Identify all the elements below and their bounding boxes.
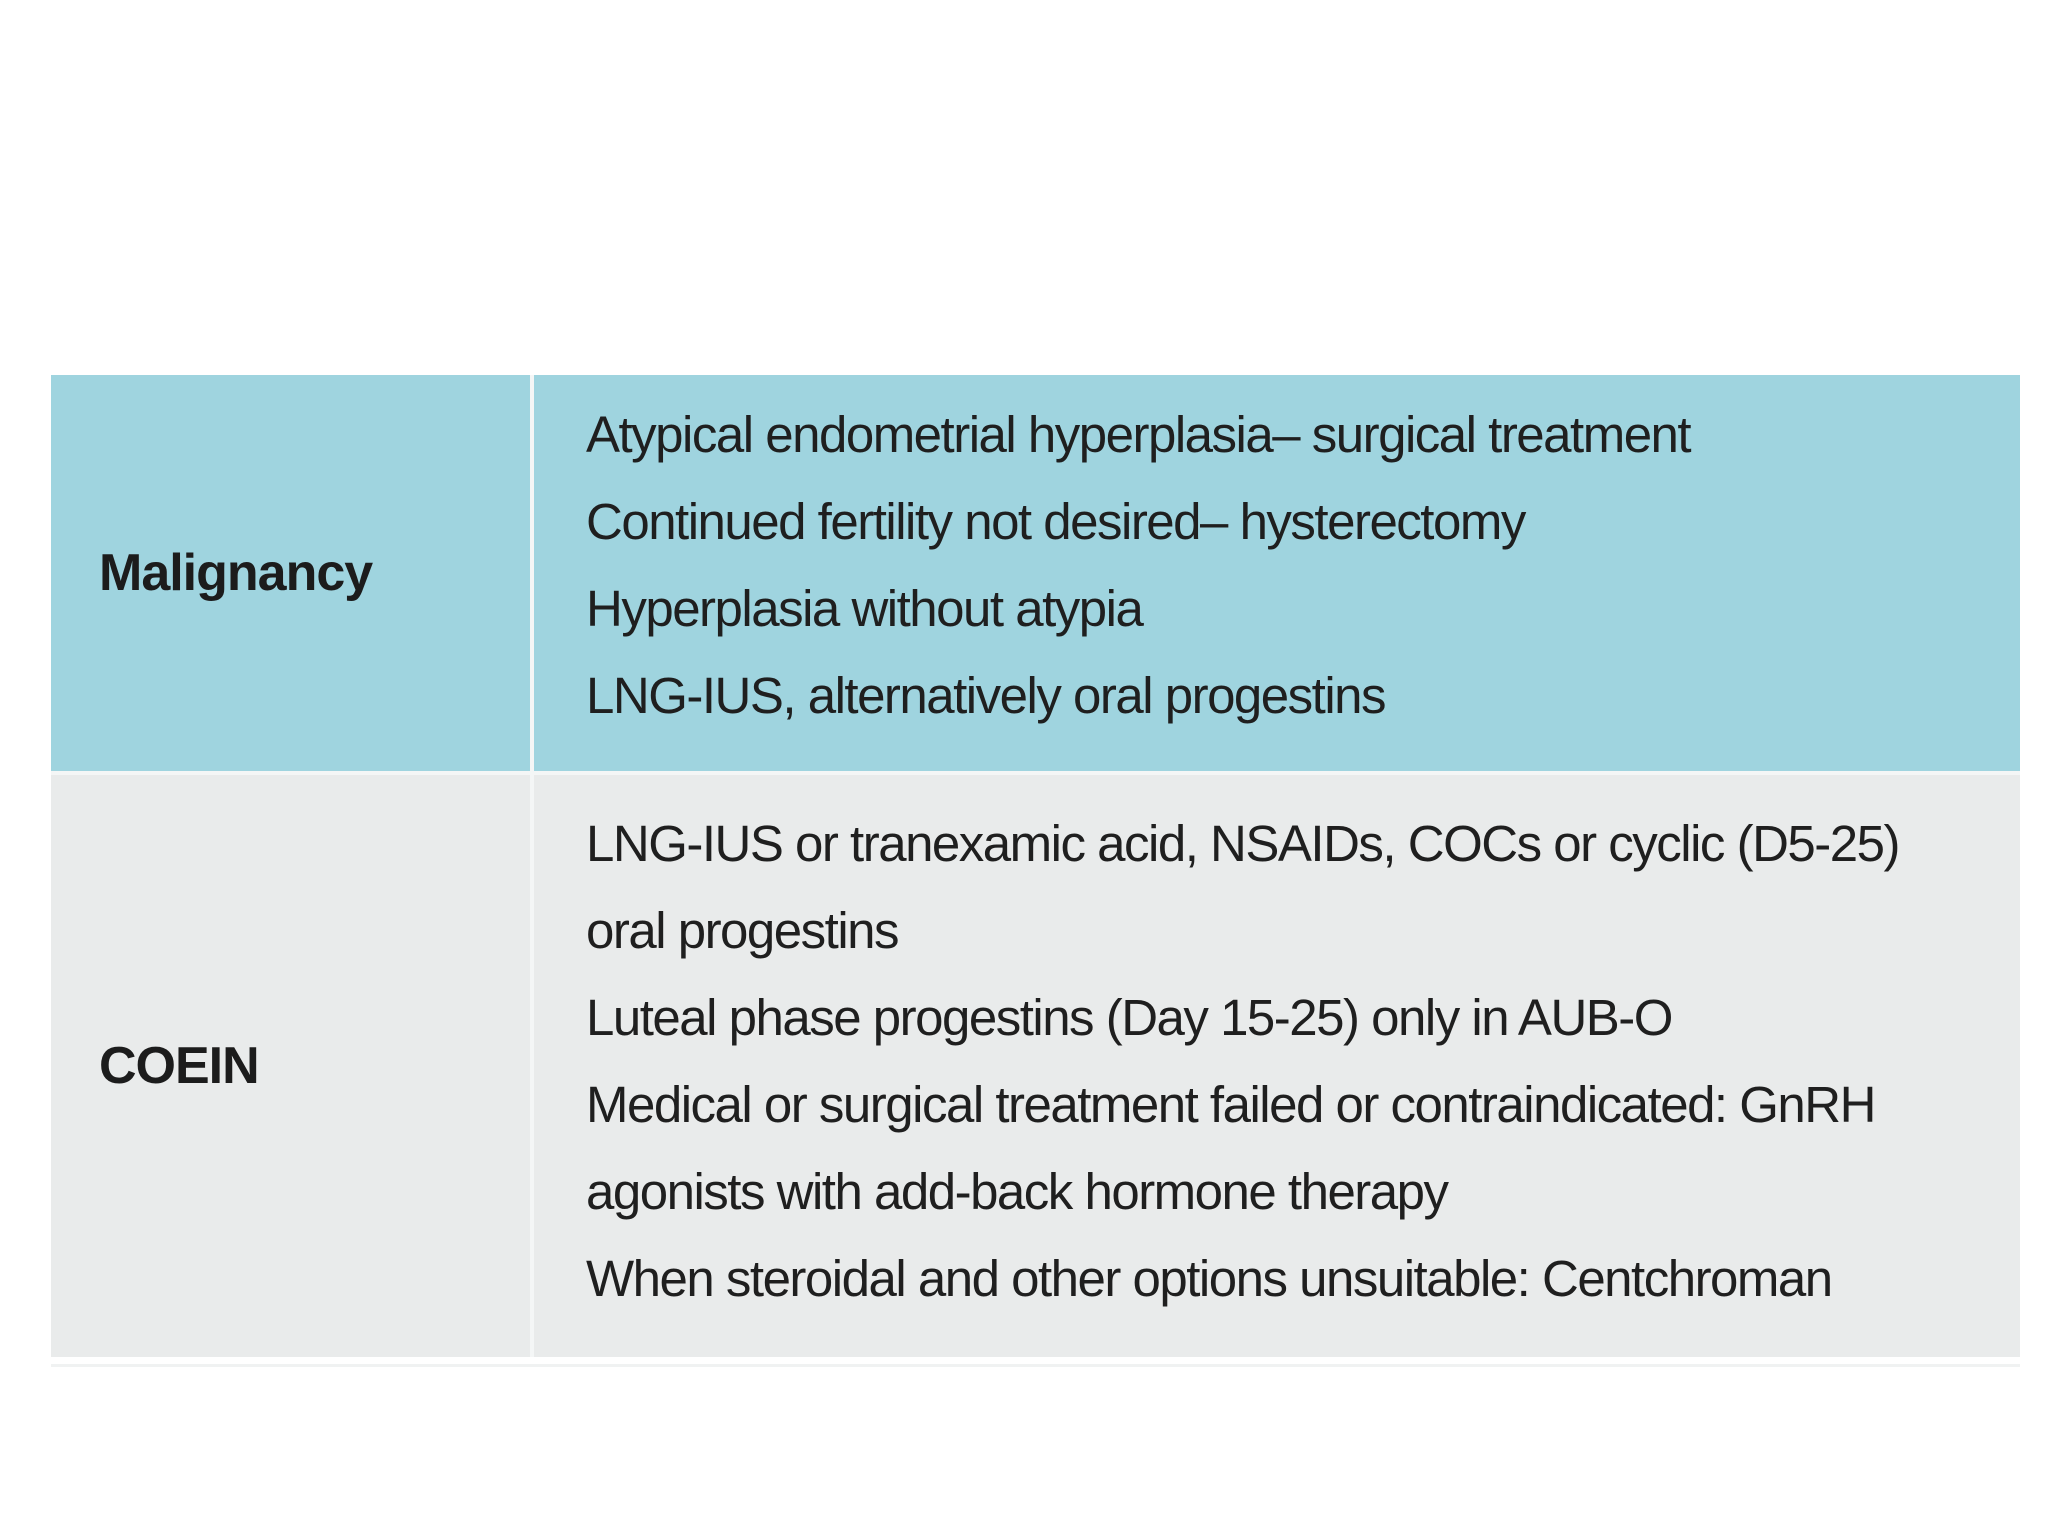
row-label-malignancy: Malignancy: [51, 375, 534, 771]
treatment-line: Medical or surgical treatment failed or contraindicated: GnRH agonists with add-back hormone therapy: [586, 1076, 1875, 1220]
table-row-coein: [51, 775, 2020, 1357]
table-row-malignancy: [51, 375, 2020, 775]
treatment-line: Atypical endometrial hyperplasia– surgical treatment: [586, 406, 1691, 463]
treatment-line: Continued fertility not desired– hysterectomy: [586, 493, 1525, 550]
treatment-line: LNG-IUS, alternatively oral progestins: [586, 667, 1386, 724]
treatment-line: Luteal phase progestins (Day 15-25) only in AUB-O: [586, 989, 1672, 1046]
treatment-line: Hyperplasia without atypia: [586, 580, 1143, 637]
treatment-line: LNG-IUS or tranexamic acid, NSAIDs, COCs or cyclic (D5-25) oral progestins: [586, 815, 1899, 959]
table-bottom-divider: [51, 1364, 2020, 1367]
row-content-malignancy: [534, 375, 2020, 771]
treatment-line: When steroidal and other options unsuitable: Centchroman: [586, 1250, 1832, 1307]
row-label-coein: COEIN: [51, 775, 534, 1357]
row-content-coein: [534, 775, 2020, 1357]
treatment-table: [51, 375, 2020, 1357]
